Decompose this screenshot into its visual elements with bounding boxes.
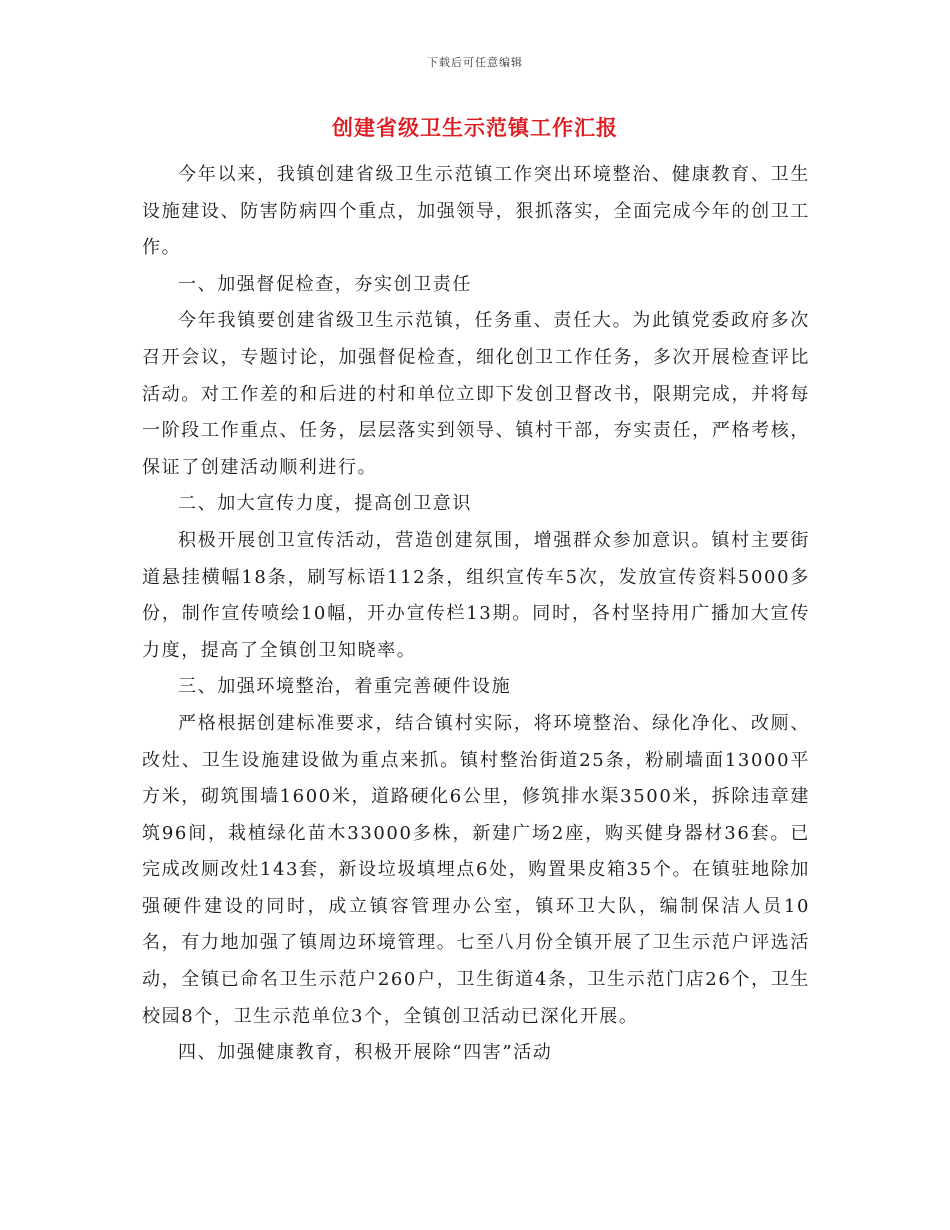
page-header-note: 下载后可任意编辑 — [427, 56, 523, 69]
section-4-heading: 四、加强健康教育，积极开展除“四害”活动 — [178, 1042, 553, 1064]
section-2-heading: 二、加大宣传力度，提高创卫意识 — [178, 493, 472, 515]
section-3-body: 严格根据创建标准要求，结合镇村实际，将环境整治、绿化净化、改厕、改灶、卫生设施建设做为重点来抓。镇村整治街道25条，粉刷墙面13000平方米，砌筑围墙1600米，道路硬化6公里，修筑排水渠3500米，拆除违章建筑96间，栽植绿化苗木33000多株，新建广场2座，购买健身器材36套。已完成改厕改灶143套，新设垃圾填埋点6处，购置果皮箱35个。在镇驻地除加强硬件建设的同时，成立镇容管理办公室，镇环卫大队，编制保洁人员10名，有力地加强了镇周边环境管理。七至八月份全镇开展了卫生示范户评选活动，全镇已命名卫生示范户260户，卫生街道4条，卫生示范门店26个，卫生校园8个，卫生示范单位3个，全镇创卫活动已深化开展。 — [142, 712, 810, 1027]
document-body — [142, 157, 810, 1072]
section-3-heading: 三、加强环境整治，着重完善硬件设施 — [178, 676, 512, 698]
section-1-heading: 一、加强督促检查，夯实创卫责任 — [178, 273, 472, 295]
document-title: 创建省级卫生示范镇工作汇报 — [332, 115, 618, 140]
section-1-body: 今年我镇要创建省级卫生示范镇，任务重、责任大。为此镇党委政府多次召开会议，专题讨论，加强督促检查，细化创卫工作任务，多次开展检查评比活动。对工作差的和后进的村和单位立即下发创卫督改书，限期完成，并将每一阶段工作重点、任务，层层落实到领导、镇村干部，夯实责任，严格考核，保证了创建活动顺利进行。 — [142, 310, 810, 478]
section-2-body: 积极开展创卫宣传活动，营造创建氛围，增强群众参加意识。镇村主要街道悬挂横幅18条，刷写标语112条，组织宣传车5次，发放宣传资料5000多份，制作宣传喷绘10幅，开办宣传栏13期。同时，各村坚持用广播加大宣传力度，提高了全镇创卫知晓率。 — [142, 529, 810, 661]
intro-paragraph: 今年以来，我镇创建省级卫生示范镇工作突出环境整治、健康教育、卫生设施建设、防害防病四个重点，加强领导，狠抓落实，全面完成今年的创卫工作。 — [142, 164, 810, 259]
